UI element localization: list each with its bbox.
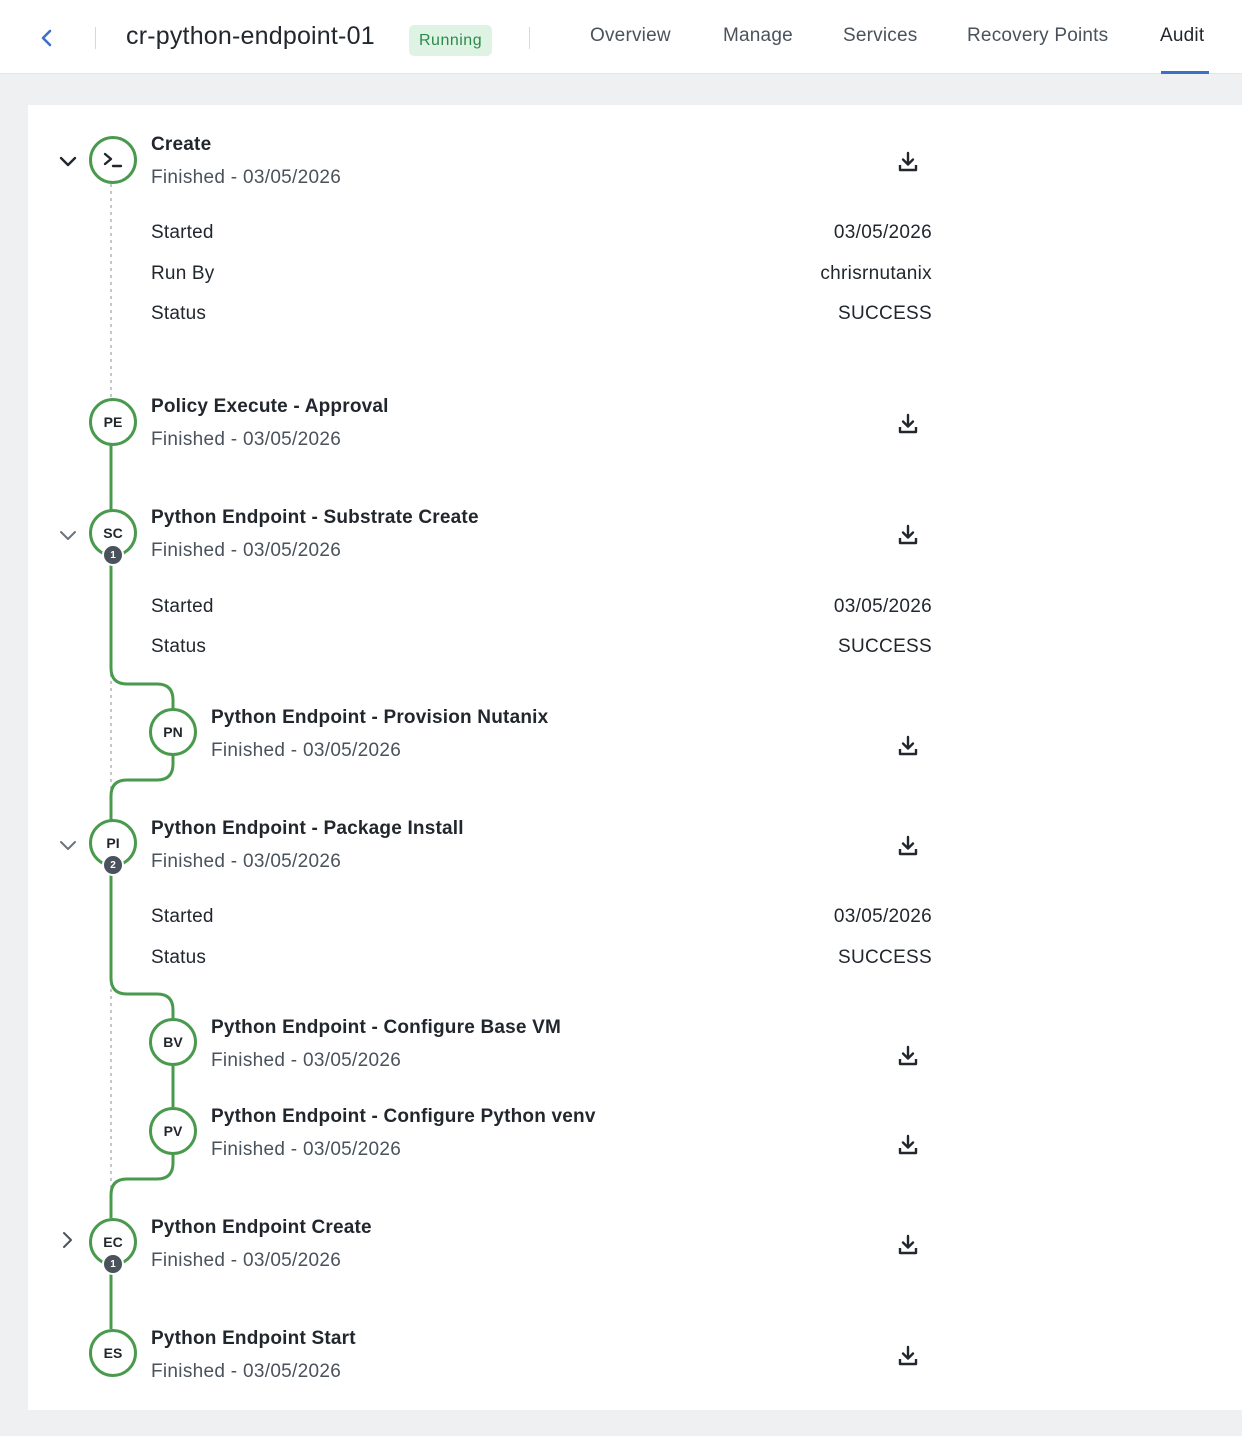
tab-manage[interactable]: Manage <box>723 25 793 46</box>
step-title: Python Endpoint - Substrate Create <box>151 507 479 528</box>
terminal-icon <box>102 150 124 170</box>
download-icon <box>896 412 920 436</box>
step-status: Finished - 03/05/2026 <box>211 1050 402 1071</box>
collapse-toggle[interactable] <box>57 834 79 856</box>
download-icon <box>896 523 920 547</box>
step-node: PI <box>89 819 137 867</box>
step-node: EC <box>89 1218 137 1266</box>
download-button[interactable] <box>896 1233 920 1257</box>
chevron-down-icon <box>57 834 79 856</box>
download-button[interactable] <box>896 834 920 858</box>
tab-services[interactable]: Services <box>843 25 918 46</box>
step-status: Finished - 03/05/2026 <box>151 1361 342 1382</box>
download-button[interactable] <box>896 412 920 436</box>
detail-label: Started <box>151 906 214 927</box>
download-button[interactable] <box>896 1044 920 1068</box>
download-button[interactable] <box>896 523 920 547</box>
step-status: Finished - 03/05/2026 <box>151 429 342 450</box>
tab-recovery-points[interactable]: Recovery Points <box>967 25 1109 46</box>
download-icon <box>896 834 920 858</box>
divider <box>95 27 96 49</box>
step-node: PV <box>149 1107 197 1155</box>
detail-value: SUCCESS <box>838 303 932 324</box>
step-title: Policy Execute - Approval <box>151 396 389 417</box>
chevron-down-icon <box>57 524 79 546</box>
step-node: BV <box>149 1018 197 1066</box>
detail-value: SUCCESS <box>838 947 932 968</box>
detail-label: Started <box>151 596 214 617</box>
step-status: Finished - 03/05/2026 <box>151 167 342 188</box>
substep-count-badge: 2 <box>102 854 124 876</box>
step-status: Finished - 03/05/2026 <box>151 1250 342 1271</box>
detail-label: Status <box>151 303 207 324</box>
expand-toggle[interactable] <box>56 1229 78 1251</box>
chevron-left-icon <box>34 24 60 52</box>
step-title: Python Endpoint - Provision Nutanix <box>211 707 549 728</box>
tab-overview[interactable]: Overview <box>590 25 671 46</box>
download-button[interactable] <box>896 1344 920 1368</box>
step-node: ES <box>89 1329 137 1377</box>
step-status: Finished - 03/05/2026 <box>151 540 342 561</box>
divider <box>529 27 530 49</box>
download-button[interactable] <box>896 1133 920 1157</box>
step-status: Finished - 03/05/2026 <box>151 851 342 872</box>
detail-value: SUCCESS <box>838 636 932 657</box>
step-title: Python Endpoint - Configure Python venv <box>211 1106 596 1127</box>
collapse-toggle[interactable] <box>57 524 79 546</box>
download-button[interactable] <box>896 734 920 758</box>
tab-audit[interactable]: Audit <box>1160 25 1205 46</box>
substep-count-badge: 1 <box>102 1253 124 1275</box>
download-button[interactable] <box>896 150 920 174</box>
status-badge: Running <box>409 25 492 56</box>
detail-label: Started <box>151 222 214 243</box>
download-icon <box>896 1044 920 1068</box>
detail-value: 03/05/2026 <box>833 906 932 927</box>
detail-value: chrisrnutanix <box>820 263 932 284</box>
download-icon <box>896 150 920 174</box>
step-status: Finished - 03/05/2026 <box>211 1139 402 1160</box>
download-icon <box>896 734 920 758</box>
step-title: Create <box>151 134 212 155</box>
substep-count-badge: 1 <box>102 544 124 566</box>
chevron-right-icon <box>56 1229 78 1251</box>
active-tab-indicator <box>1161 71 1209 74</box>
download-icon <box>896 1133 920 1157</box>
collapse-toggle[interactable] <box>57 150 79 172</box>
step-node: PE <box>89 398 137 446</box>
detail-label: Status <box>151 947 207 968</box>
step-node-create <box>89 136 137 184</box>
chevron-down-icon <box>57 150 79 172</box>
step-title: Python Endpoint - Configure Base VM <box>211 1017 562 1038</box>
download-icon <box>896 1233 920 1257</box>
download-icon <box>896 1344 920 1368</box>
detail-label: Status <box>151 636 207 657</box>
detail-value: 03/05/2026 <box>833 596 932 617</box>
step-node: SC <box>89 509 137 557</box>
step-title: Python Endpoint - Package Install <box>151 818 464 839</box>
step-status: Finished - 03/05/2026 <box>211 740 402 761</box>
step-title: Python Endpoint Start <box>151 1328 356 1349</box>
detail-label: Run By <box>151 263 215 284</box>
step-title: Python Endpoint Create <box>151 1217 372 1238</box>
step-node: PN <box>149 708 197 756</box>
top-bar <box>0 0 1242 74</box>
page-title: cr-python-endpoint-01 <box>126 22 375 50</box>
back-button[interactable] <box>34 24 60 52</box>
detail-value: 03/05/2026 <box>833 222 932 243</box>
